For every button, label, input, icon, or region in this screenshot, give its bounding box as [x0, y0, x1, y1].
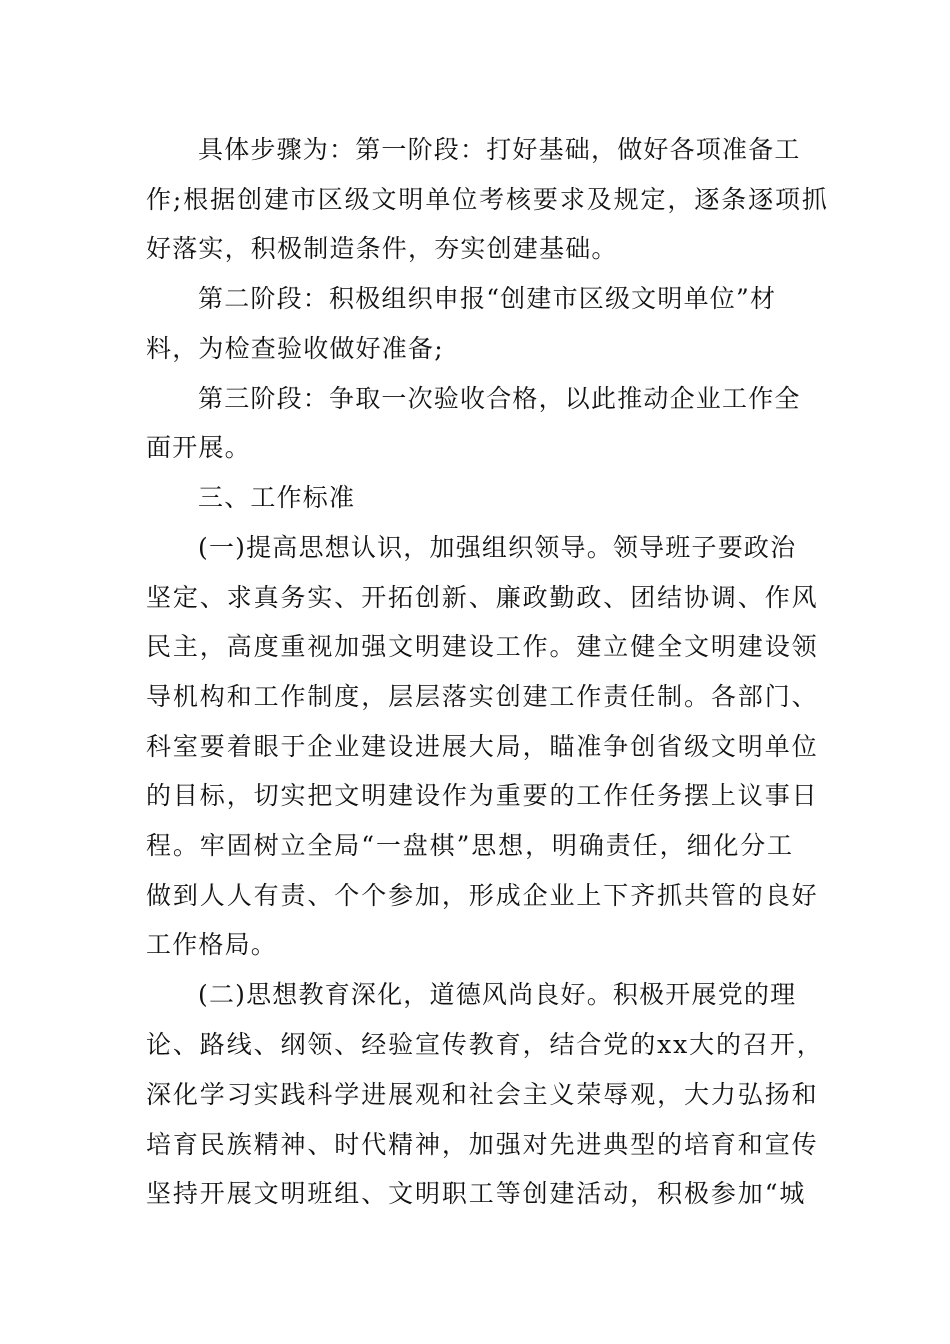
text-line: 坚持开展文明班组、文明职工等创建活动，积极参加“城 — [146, 1179, 807, 1208]
text-line: 的目标，切实把文明建设作为重要的工作任务摆上议事日 — [146, 781, 819, 810]
text-line: 论、路线、纲领、经验宣传教育，结合党的xx大的召开， — [146, 1030, 824, 1059]
text-line: 具体步骤为：第一阶段：打好基础，做好各项准备工 — [198, 135, 801, 164]
text-line: 第三阶段：争取一次验收合格，以此推动企业工作全 — [198, 384, 801, 413]
section-heading: 三、工作标准 — [198, 483, 356, 512]
text-line: 好落实，积极制造条件，夯实创建基础。 — [146, 234, 618, 263]
text-line: 工作格局。 — [146, 930, 278, 959]
text-line: 作;根据创建市区级文明单位考核要求及规定，逐条逐项抓 — [146, 185, 829, 214]
text-line: 培育民族精神、时代精神，加强对先进典型的培育和宣传 — [146, 1130, 819, 1159]
text-line: 面开展。 — [146, 433, 251, 462]
text-line: 深化学习实践科学进展观和社会主义荣辱观，大力弘扬和 — [146, 1080, 819, 1109]
text-line: (一)提高思想认识，加强组织领导。领导班子要政治 — [198, 533, 797, 562]
text-line: 民主，高度重视加强文明建设工作。建立健全文明建设领 — [146, 632, 819, 661]
text-line: 程。牢固树立全局“一盘棋”思想，明确责任，细化分工 — [146, 831, 795, 860]
text-line: 坚定、求真务实、开拓创新、廉政勤政、团结协调、作风 — [146, 583, 819, 612]
text-line: 第二阶段：积极组织申报“创建市区级文明单位”材 — [198, 284, 777, 313]
text-line: 科室要着眼于企业建设进展大局，瞄准争创省级文明单位 — [146, 732, 819, 761]
text-line: 做到人人有责、个个参加，形成企业上下齐抓共管的良好 — [146, 881, 819, 910]
text-line: (二)思想教育深化，道德风尚良好。积极开展党的理 — [198, 980, 797, 1009]
text-line: 料，为检查验收做好准备; — [146, 334, 444, 363]
text-line: 导机构和工作制度，层层落实创建工作责任制。各部门、 — [146, 682, 819, 711]
